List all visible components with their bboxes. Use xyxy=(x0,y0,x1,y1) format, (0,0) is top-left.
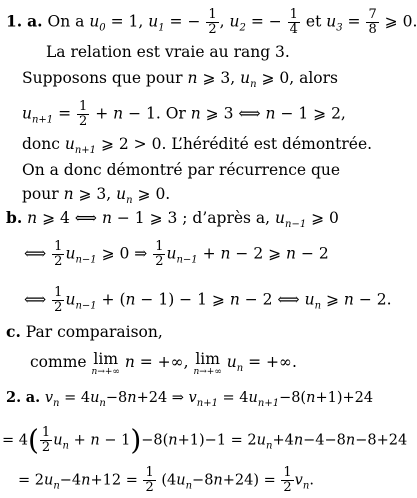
item-number: 1. xyxy=(6,11,23,31)
item-letter: c. xyxy=(6,322,21,341)
line-12: comme lim n→+∞ n = +∞, lim n→+∞ $u_n$ = +∞. xyxy=(30,350,297,377)
fraction: $\frac{1}{2}$ xyxy=(41,425,51,455)
limit: lim n→+∞ xyxy=(91,350,120,377)
line-5: donc $u_{n+1}$ ⩾ 2 > 0. L’hérédité est démontrée. xyxy=(22,135,373,156)
fraction: $\frac{1}{2}$ xyxy=(54,285,63,315)
line-14: = 4( $\frac{1}{2}$ $u_n + n - 1)-8(n+1)-1 = 2u_n+4n-4-8n-8+24$ xyxy=(2,423,408,457)
fraction: $\frac{1}{4}$ xyxy=(289,7,298,37)
line-8: b. n ⩾ 4 ⟺ n − 1 ⩾ 3 ; d’après a, $u_{n-1}$ ⩾ 0 xyxy=(6,208,339,230)
fraction: $\frac{7}{8}$ xyxy=(368,7,377,37)
line-11: c. Par comparaison, xyxy=(6,322,163,341)
item-letter: a. xyxy=(27,11,43,31)
fraction: $\frac{1}{2}$ xyxy=(283,465,292,495)
line-2: La relation est vraie au rang 3. xyxy=(46,43,290,61)
fraction: $\frac{1}{2}$ xyxy=(155,239,164,269)
line-7: pour n ⩾ 3, $u_n$ ⩾ 0. xyxy=(22,185,171,206)
line-1: 1. a. On a $u_0 = 1$, $u_1$ = − $\frac{1}{2}$ , $u_2$ = − $\frac{1}{4}$ et $u_3$ = $\frac{7}{8}$ ⩾ 0. xyxy=(6,7,417,37)
limit: lim n→+∞ xyxy=(193,350,222,377)
line-13: 2. a. $v_n = 4u_n-8n+24$ ⇒ $v_{n+1} = 4u_{n+1}-8(n+1)+24$ xyxy=(6,389,374,409)
line-10: ⟺ $\frac{1}{2}$ $u_{n-1} + (n - 1) - 1$ ⩾ n − 2 ⟺ $u_n$ ⩾ n − 2. xyxy=(24,285,392,315)
fraction: $\frac{1}{2}$ xyxy=(79,99,88,129)
line-15: = $2u_n-4n+12$ = $\frac{1}{2}$ $(4u_n-8n+24)$ = $\frac{1}{2}$ $v_n$. xyxy=(18,465,314,495)
fraction: $\frac{1}{2}$ xyxy=(208,7,217,37)
item-number: 2. xyxy=(6,389,22,406)
line-3: Supposons que pour n ⩾ 3, $u_n$ ⩾ 0, alors xyxy=(22,69,338,90)
line-6: On a donc démontré par récurrence que xyxy=(22,161,341,179)
fraction: $\frac{1}{2}$ xyxy=(145,465,154,495)
line-4: $u_{n+1}$ = $\frac{1}{2}$ + n − 1. Or n ⩾ 3 ⟺ n − 1 ⩾ 2, xyxy=(22,99,346,129)
line-9: ⟺ $\frac{1}{2}$ $u_{n-1}$ ⩾ 0 ⇒ $\frac{1}{2}$ $u_{n-1} + n - 2$ ⩾ n − 2 xyxy=(24,239,329,269)
item-letter: a. xyxy=(25,389,41,406)
item-letter: b. xyxy=(6,208,23,227)
fraction: $\frac{1}{2}$ xyxy=(54,239,63,269)
